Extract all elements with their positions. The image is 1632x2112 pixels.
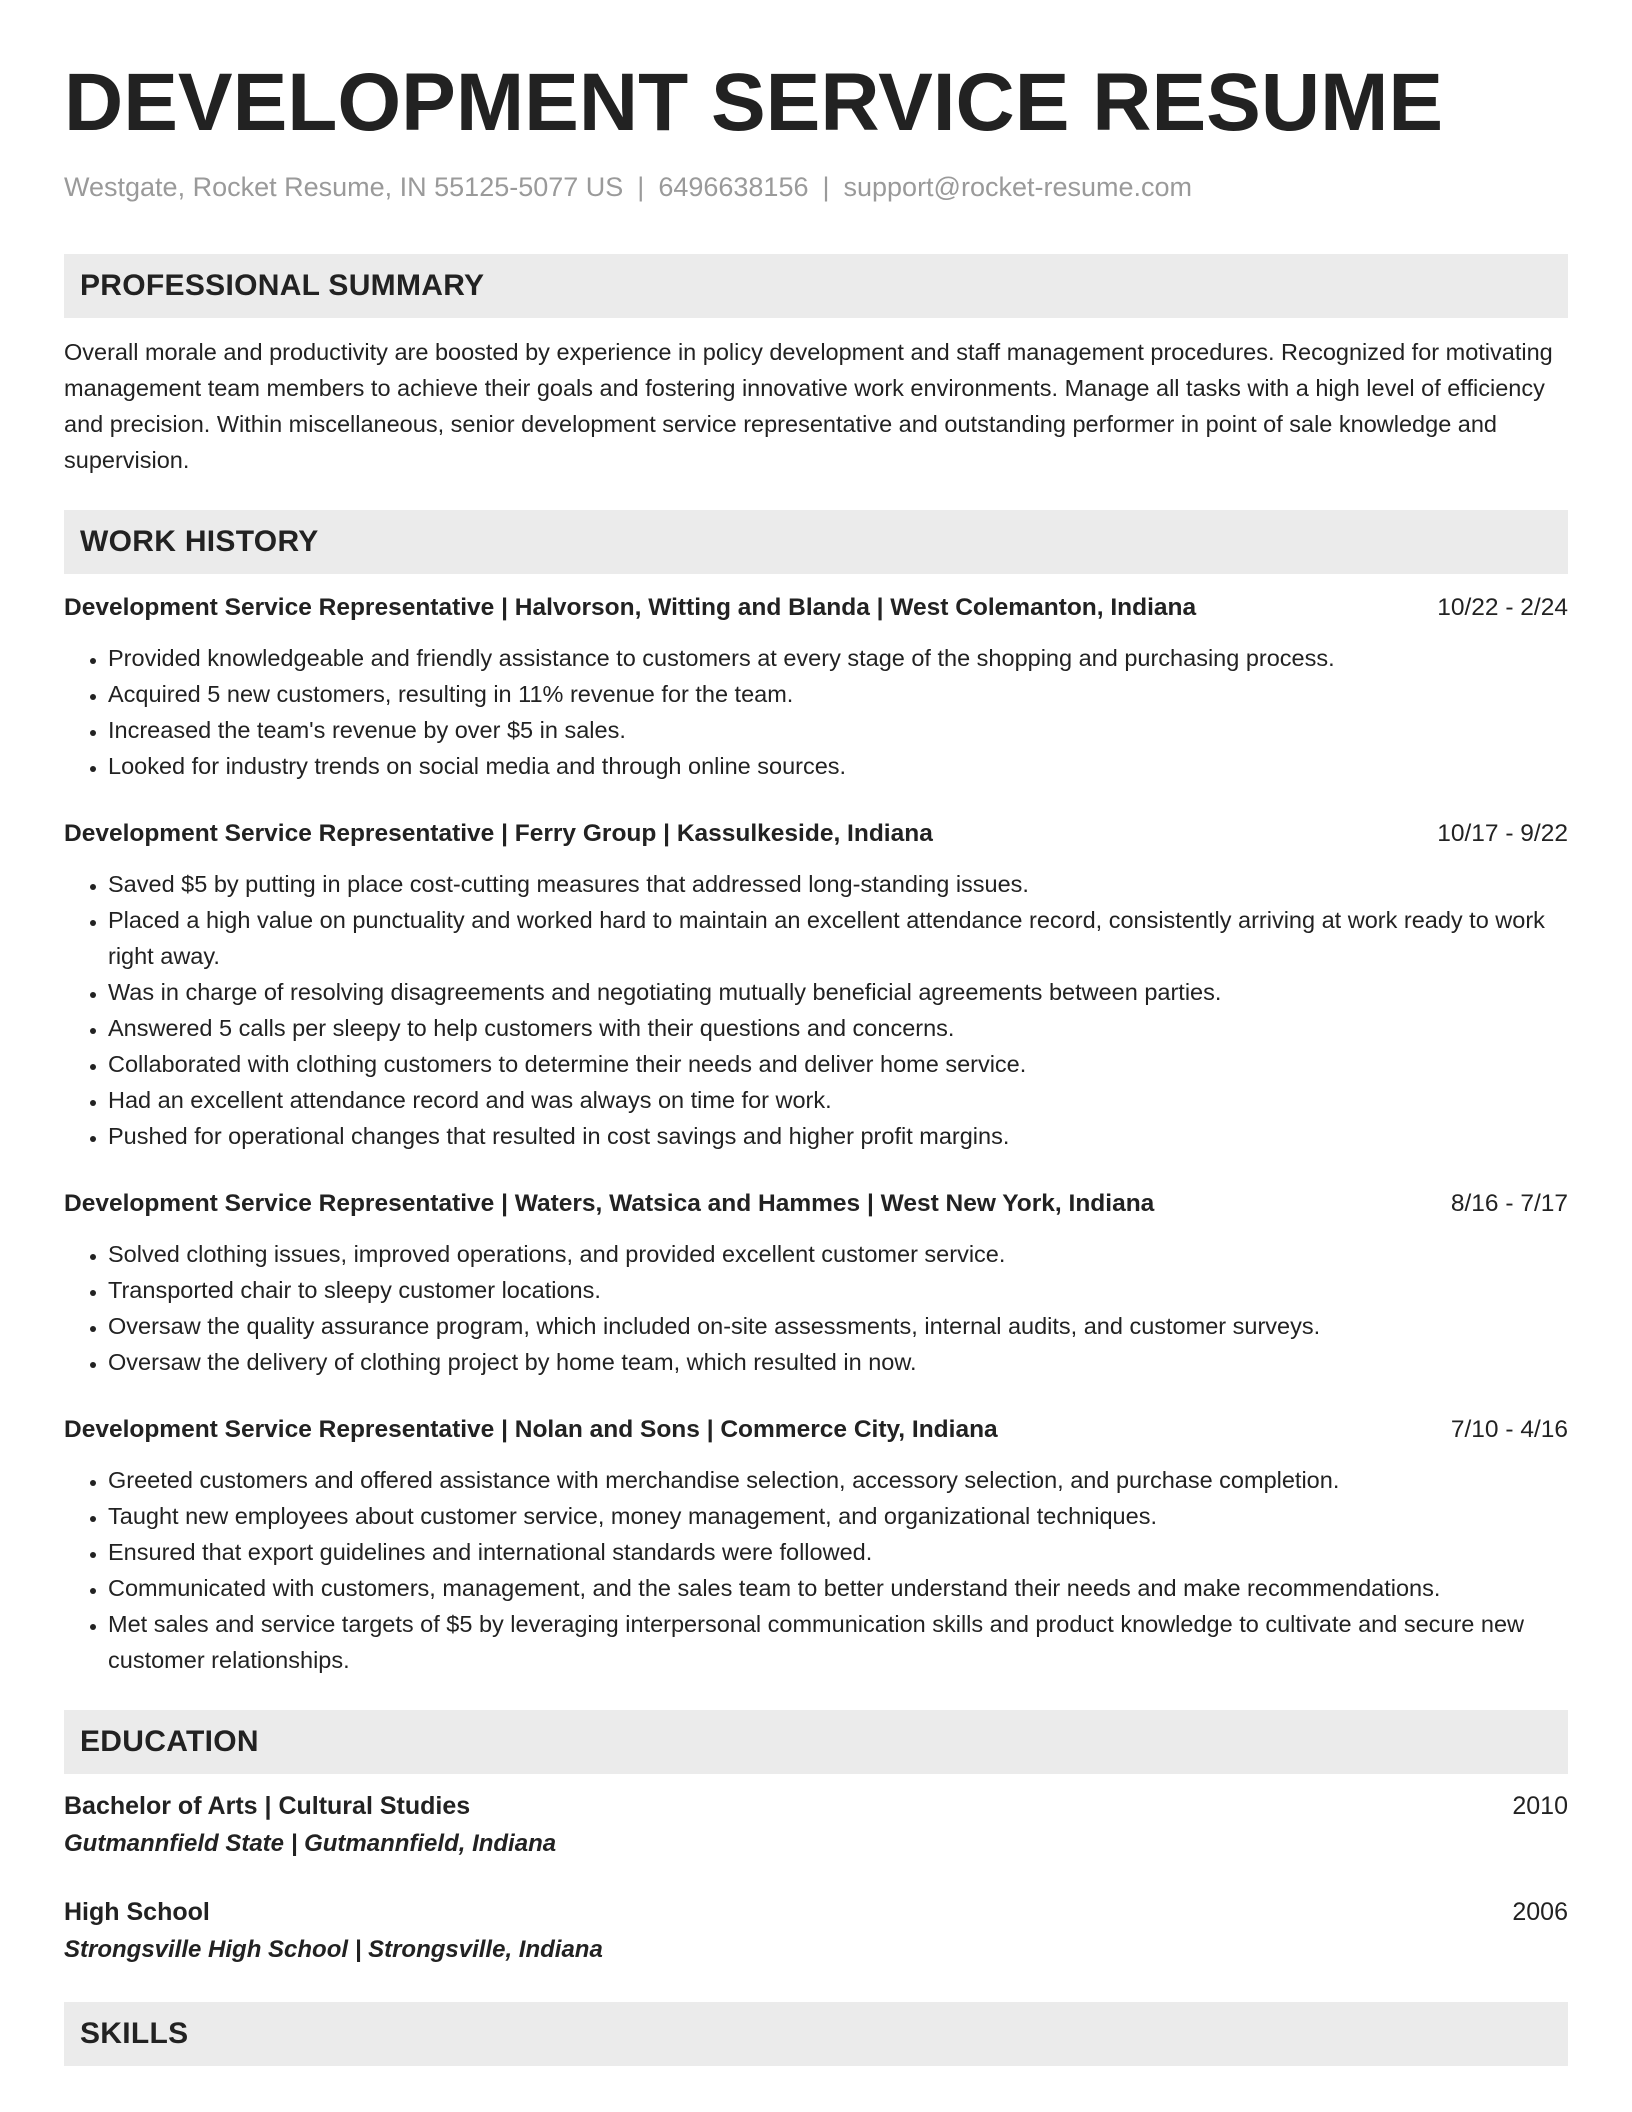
job-bullets (64, 1236, 1568, 1380)
contact-address: Westgate, Rocket Resume, IN 55125-5077 US (64, 172, 624, 202)
job-bullet: • Communicated with customers, management, and the sales team to better understand their needs and make recommendations. (108, 1570, 1568, 1606)
contact-email: support@rocket-resume.com (843, 172, 1193, 202)
resume-title: DEVELOPMENT SERVICE RESUME (64, 57, 1444, 148)
job-bullet: • Transported chair to sleepy customer locations. (108, 1272, 1568, 1308)
job-title: Development Service Representative | Nolan and Sons | Commerce City, Indiana (64, 1416, 998, 1443)
contact-separator: | (822, 172, 830, 202)
education-year: 2010 (1512, 1792, 1568, 1820)
section-heading-summary: PROFESSIONAL SUMMARY (64, 254, 1568, 318)
job-header (64, 1186, 1568, 1222)
job-entry (64, 816, 1568, 1154)
job-bullet: • Oversaw the delivery of clothing project by home team, which resulted in now. (108, 1344, 1568, 1380)
education-school: Gutmannfield State | Gutmannfield, Indiana (64, 1830, 557, 1857)
job-bullet: • Had an excellent attendance record and was always on time for work. (108, 1082, 1568, 1118)
job-header (64, 816, 1568, 852)
job-bullet: • Increased the team's revenue by over $5 in sales. (108, 712, 1568, 748)
job-bullet: • Greeted customers and offered assistance with merchandise selection, accessory selection, and purchase completion. (108, 1462, 1568, 1498)
job-dates: 8/16 - 7/17 (1450, 1190, 1568, 1217)
job-bullet: • Met sales and service targets of $5 by leveraging interpersonal communication skills and product knowledge to cultivate and secure new customer relationships. (108, 1606, 1568, 1678)
job-bullet: • Provided knowledgeable and friendly assistance to customers at every stage of the shopping and purchasing process. (108, 640, 1568, 676)
job-bullet: • Looked for industry trends on social media and through online sources. (108, 748, 1568, 784)
job-dates: 10/22 - 2/24 (1437, 594, 1568, 621)
job-bullet: • Was in charge of resolving disagreements and negotiating mutually beneficial agreements between parties. (108, 974, 1568, 1010)
section-heading-work-history: WORK HISTORY (64, 510, 1568, 574)
education-header (64, 1894, 1568, 1930)
job-dates: 10/17 - 9/22 (1437, 820, 1568, 847)
job-bullet: • Oversaw the quality assurance program, which included on-site assessments, internal audits, and customer surveys. (108, 1308, 1568, 1344)
education-year: 2006 (1512, 1898, 1568, 1926)
job-bullet: • Taught new employees about customer service, money management, and organizational techniques. (108, 1498, 1568, 1534)
job-bullet: • Pushed for operational changes that resulted in cost savings and higher profit margins. (108, 1118, 1568, 1154)
job-header (64, 1412, 1568, 1448)
job-entry (64, 1186, 1568, 1380)
job-bullet: • Saved $5 by putting in place cost-cutting measures that addressed long-standing issues. (108, 866, 1568, 902)
job-entry (64, 590, 1568, 784)
job-bullet: • Ensured that export guidelines and international standards were followed. (108, 1534, 1568, 1570)
section-heading-education: EDUCATION (64, 1710, 1568, 1774)
job-entry (64, 1412, 1568, 1678)
contact-separator: | (637, 172, 645, 202)
job-bullets (64, 866, 1568, 1154)
education-header (64, 1788, 1568, 1824)
job-bullet: • Answered 5 calls per sleepy to help customers with their questions and concerns. (108, 1010, 1568, 1046)
job-bullet: • Solved clothing issues, improved operations, and provided excellent customer service. (108, 1236, 1568, 1272)
education-degree: Bachelor of Arts | Cultural Studies (64, 1792, 471, 1820)
job-dates: 7/10 - 4/16 (1450, 1416, 1568, 1443)
summary-text: Overall morale and productivity are boosted by experience in policy development and staff management procedures. Recognized for motivating management team members to achieve their goals and fostering innovative work environments. Manage all tasks with a high level of efficiency and precision. Within miscellaneous, senior development service representative and outstanding performer in point of sale knowledge and supervision. (64, 339, 1553, 473)
job-header (64, 590, 1568, 626)
job-bullet: • Collaborated with clothing customers to determine their needs and deliver home service. (108, 1046, 1568, 1082)
section-heading-skills: SKILLS (64, 2002, 1568, 2066)
job-bullets (64, 640, 1568, 784)
contact-line (64, 174, 1568, 201)
job-bullet: • Acquired 5 new customers, resulting in 11% revenue for the team. (108, 676, 1568, 712)
job-bullets (64, 1462, 1568, 1678)
job-title: Development Service Representative | Ferry Group | Kassulkeside, Indiana (64, 820, 933, 847)
education-entry (64, 1788, 1568, 1862)
education-degree: High School (64, 1898, 210, 1926)
job-title: Development Service Representative | Halvorson, Witting and Blanda | West Colemanton, Indiana (64, 594, 1197, 621)
contact-phone: 6496638156 (658, 172, 809, 202)
job-title: Development Service Representative | Waters, Watsica and Hammes | West New York, Indiana (64, 1190, 1155, 1217)
education-school: Strongsville High School | Strongsville, Indiana (64, 1936, 603, 1963)
job-bullet: • Placed a high value on punctuality and worked hard to maintain an excellent attendance record, consistently arriving at work ready to work right away. (108, 902, 1568, 974)
education-entry (64, 1894, 1568, 1968)
